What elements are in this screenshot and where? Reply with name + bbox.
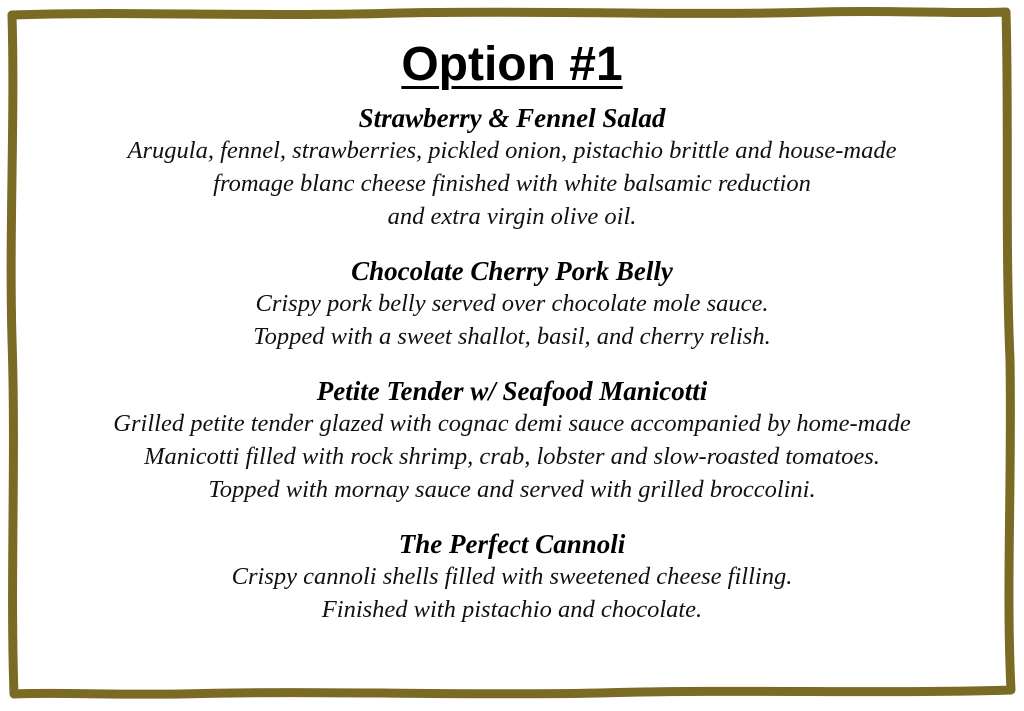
course-salad xyxy=(30,102,994,233)
description-line: Manicotti filled with rock shrimp, crab, lobster and slow-roasted tomatoes. xyxy=(144,443,880,470)
dish-description xyxy=(30,560,994,626)
dish-name: Chocolate Cherry Pork Belly xyxy=(351,256,673,286)
description-line: and extra virgin olive oil. xyxy=(387,203,637,230)
description-line: Finished with pistachio and chocolate. xyxy=(321,596,703,623)
description-line: Grilled petite tender glazed with cognac demi sauce accompanied by home-made xyxy=(113,410,911,437)
dish-name: Strawberry & Fennel Salad xyxy=(358,103,666,133)
course-cannoli xyxy=(30,528,994,626)
description-line: Arugula, fennel, strawberries, pickled onion, pistachio brittle and house-made xyxy=(127,137,897,164)
dish-description xyxy=(30,287,994,353)
description-line: Topped with a sweet shallot, basil, and cherry relish. xyxy=(253,323,771,350)
menu-content xyxy=(30,36,994,626)
description-line: Crispy pork belly served over chocolate mole sauce. xyxy=(255,290,769,317)
description-line: Topped with mornay sauce and served with grilled broccolini. xyxy=(208,476,816,503)
course-petite-tender xyxy=(30,375,994,506)
dish-description xyxy=(30,134,994,233)
dish-name: Petite Tender w/ Seafood Manicotti xyxy=(316,376,708,406)
menu-title: Option #1 xyxy=(401,38,623,91)
description-line: fromage blanc cheese finished with white balsamic reduction xyxy=(213,170,811,197)
description-line: Crispy cannoli shells filled with sweetened cheese filling. xyxy=(231,563,793,590)
dish-description xyxy=(30,407,994,506)
course-pork-belly xyxy=(30,255,994,353)
dish-name: The Perfect Cannoli xyxy=(398,529,626,559)
